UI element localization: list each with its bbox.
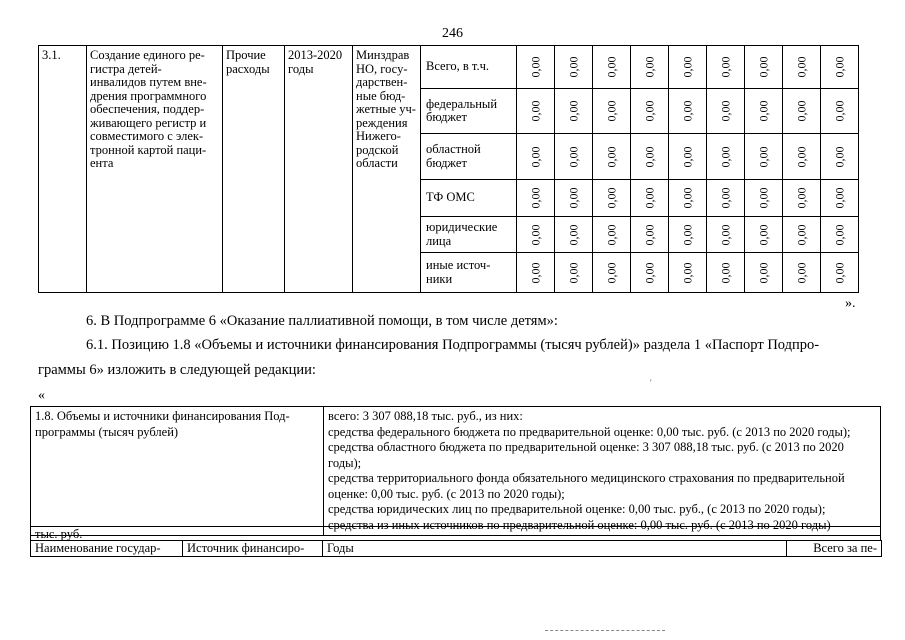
- amount-value: 0,00: [527, 224, 542, 245]
- amount-cell: [821, 217, 859, 253]
- amount-value: 0,00: [603, 100, 618, 122]
- amount-value: 0,00: [831, 56, 846, 78]
- passport-table: [30, 406, 881, 536]
- amount-cell: [783, 89, 821, 134]
- amount-cell: [821, 180, 859, 217]
- amount-cell: [745, 217, 783, 253]
- executor-line: родской: [356, 142, 399, 157]
- amount-cell: [745, 46, 783, 89]
- amount-cell: [593, 253, 631, 293]
- amount-cell: [821, 134, 859, 180]
- funding-source: [421, 180, 517, 217]
- passport-label-line: программы (тысяч рублей): [35, 424, 179, 439]
- expense-type-line: Прочие: [226, 48, 266, 62]
- amount-value: 0,00: [527, 187, 542, 209]
- passport-row: [31, 407, 881, 536]
- amount-cell: [707, 46, 745, 89]
- amount-value: 0,00: [755, 262, 770, 283]
- amount-value: 0,00: [793, 224, 808, 245]
- passport-value-line: оценке: 0,00 тыс. руб. (с 2013 по 2020 годы);: [328, 486, 565, 501]
- executor-line: Нижего-: [356, 129, 401, 143]
- page-number: 246: [442, 26, 463, 41]
- funding-source: [421, 89, 517, 134]
- measure-name-line: живающего регистр и: [90, 115, 207, 130]
- executor-line: жетные уч-: [356, 102, 416, 116]
- amount-cell: [555, 217, 593, 253]
- amount-cell: [517, 134, 555, 180]
- passport-value-cell: [324, 407, 881, 536]
- amount-cell: [555, 134, 593, 180]
- amount-value: 0,00: [527, 146, 542, 167]
- amount-value: 0,00: [793, 187, 808, 209]
- amount-cell: [555, 89, 593, 134]
- amount-value: 0,00: [641, 224, 656, 245]
- amount-cell: [707, 180, 745, 217]
- amount-cell: [593, 180, 631, 217]
- amount-cell: [707, 253, 745, 293]
- period-line: 2013-2020: [288, 48, 343, 62]
- amount-value: 0,00: [831, 262, 846, 283]
- amount-value: 0,00: [603, 187, 618, 209]
- paragraph-6: 6. В Подпрограмме 6 «Оказание паллиативной помощи, в том числе детям»:: [86, 313, 558, 329]
- header-years: Годы: [323, 541, 787, 557]
- measure-name: [87, 46, 223, 293]
- measure-number-line: 3.1.: [42, 48, 61, 62]
- amount-value: 0,00: [641, 187, 656, 209]
- amount-value: 0,00: [565, 146, 580, 167]
- measure-name-line: совместимого с элек-: [90, 129, 204, 143]
- executor-line: ные бюд-: [356, 88, 406, 103]
- amount-value: 0,00: [717, 56, 732, 78]
- passport-value-line: всего: 3 307 088,18 тыс. руб., из них:: [328, 409, 523, 423]
- paragraph-6-1: 6.1. Позицию 1.8 «Объемы и источники финансирования Подпрограммы (тысяч рублей)» раздела 1 «Паспорт Подпро-: [86, 337, 820, 353]
- amount-cell: [669, 134, 707, 180]
- funding-source: [421, 134, 517, 180]
- amount-cell: [517, 217, 555, 253]
- passport-value-line: средства из иных источников по предварительной оценке: 0,00 тыс. руб. (с 2013 по 2020 годы): [328, 517, 831, 532]
- amount-cell: [707, 134, 745, 180]
- source-row: [39, 46, 859, 89]
- amount-value: 0,00: [717, 224, 732, 245]
- measure-number: [39, 46, 87, 293]
- amount-cell: [783, 46, 821, 89]
- executor-line: Минздрав: [356, 48, 410, 62]
- amount-cell: [517, 180, 555, 217]
- amount-value: 0,00: [679, 187, 694, 209]
- passport-value-line: средства территориального фонда обязательного медицинского страхования по предварительной: [328, 471, 845, 485]
- amount-value: 0,00: [831, 100, 846, 122]
- funding-source: [421, 46, 517, 89]
- opening-quote: «: [38, 388, 45, 403]
- amount-value: 0,00: [679, 100, 694, 122]
- stamp-line: [545, 630, 665, 634]
- expense-type-line: расходы: [226, 61, 270, 76]
- executor-line: НО, госу-: [356, 61, 408, 76]
- amount-cell: [631, 253, 669, 293]
- header-row: [31, 541, 882, 557]
- funding-source-line: ТФ ОМС: [426, 190, 475, 205]
- amount-cell: [669, 89, 707, 134]
- amount-value: 0,00: [641, 262, 656, 283]
- funding-source: [421, 217, 517, 253]
- executor-line: дарствен-: [356, 75, 408, 89]
- amount-cell: [593, 134, 631, 180]
- closing-quote: ».: [845, 296, 856, 311]
- amount-value: 0,00: [755, 100, 770, 122]
- amount-cell: [707, 217, 745, 253]
- amount-cell: [669, 253, 707, 293]
- amount-value: 0,00: [793, 262, 808, 283]
- passport-value-line: средства областного бюджета по предварительной оценке: 3 307 088,18 тыс. руб. (с 2013 по 2020: [328, 440, 844, 454]
- amount-cell: [745, 253, 783, 293]
- amount-value: 0,00: [755, 56, 770, 78]
- amount-value: 0,00: [641, 56, 656, 78]
- amount-cell: [821, 253, 859, 293]
- amount-value: 0,00: [717, 262, 732, 283]
- executor-line: реждения: [356, 115, 408, 130]
- amount-value: 0,00: [565, 224, 580, 245]
- funding-source-line: Всего, в т.ч.: [426, 59, 489, 74]
- amount-cell: [555, 253, 593, 293]
- amount-value: 0,00: [679, 56, 694, 78]
- amount-cell: [783, 253, 821, 293]
- funding-source: [421, 253, 517, 293]
- expense-type: [223, 46, 285, 293]
- amount-cell: [631, 134, 669, 180]
- header-total: Всего за пе-: [787, 541, 882, 557]
- measure-name-line: гистра детей-: [90, 61, 162, 76]
- amount-cell: [821, 89, 859, 134]
- amount-value: 0,00: [679, 262, 694, 283]
- amount-value: 0,00: [793, 56, 808, 78]
- amount-value: 0,00: [755, 224, 770, 245]
- amount-cell: [745, 134, 783, 180]
- units-label: тыс. руб.: [30, 526, 881, 540]
- funding-source-line: ники: [426, 271, 453, 286]
- amount-cell: [631, 46, 669, 89]
- funding-source-line: бюджет: [426, 110, 467, 124]
- funding-source-line: юридические: [426, 220, 498, 234]
- amount-cell: [631, 180, 669, 217]
- amount-cell: [669, 46, 707, 89]
- passport-label-line: 1.8. Объемы и источники финансирования Под-: [35, 409, 290, 423]
- amount-value: 0,00: [793, 100, 808, 122]
- amount-cell: [631, 217, 669, 253]
- funding-source-line: иные источ-: [426, 258, 491, 272]
- amount-value: 0,00: [679, 146, 694, 167]
- passport-value-line: средства юридических лиц по предварительной оценке: 0,00 тыс. руб., (с 2013 по 2020 годы);: [328, 502, 826, 516]
- header-name: Наименование государ-: [31, 541, 183, 557]
- amount-value: 0,00: [565, 262, 580, 283]
- amount-cell: [517, 46, 555, 89]
- scan-mark: ': [650, 378, 652, 388]
- amount-value: 0,00: [527, 56, 542, 78]
- amount-value: 0,00: [603, 56, 618, 78]
- amount-value: 0,00: [831, 187, 846, 209]
- amount-cell: [821, 46, 859, 89]
- measure-name-line: обеспечения, поддер-: [90, 102, 205, 116]
- measure-name-line: ента: [90, 156, 114, 170]
- amount-value: 0,00: [717, 187, 732, 209]
- financing-header-table: [30, 540, 882, 557]
- amount-cell: [555, 46, 593, 89]
- amount-value: 0,00: [793, 146, 808, 167]
- amount-value: 0,00: [565, 187, 580, 209]
- amount-value: 0,00: [717, 100, 732, 122]
- amount-value: 0,00: [831, 224, 846, 245]
- amount-value: 0,00: [679, 224, 694, 245]
- paragraph-6-1-continued: граммы 6» изложить в следующей редакции:: [38, 362, 316, 378]
- amount-cell: [555, 180, 593, 217]
- amount-cell: [783, 134, 821, 180]
- amount-value: 0,00: [641, 146, 656, 167]
- amount-cell: [745, 89, 783, 134]
- amount-value: 0,00: [717, 146, 732, 167]
- amount-cell: [745, 180, 783, 217]
- amount-cell: [517, 253, 555, 293]
- funding-source-line: бюджет: [426, 155, 467, 170]
- amount-cell: [593, 89, 631, 134]
- amount-value: 0,00: [755, 146, 770, 167]
- period: [285, 46, 353, 293]
- amount-value: 0,00: [565, 100, 580, 122]
- amount-cell: [783, 217, 821, 253]
- funding-source-line: областной: [426, 142, 481, 156]
- amount-cell: [593, 217, 631, 253]
- amount-value: 0,00: [755, 187, 770, 209]
- executor-line: области: [356, 156, 398, 170]
- amount-value: 0,00: [603, 262, 618, 283]
- amount-cell: [669, 217, 707, 253]
- amount-value: 0,00: [603, 146, 618, 167]
- amount-cell: [669, 180, 707, 217]
- amount-value: 0,00: [527, 262, 542, 283]
- measure-name-line: Создание единого ре-: [90, 48, 205, 62]
- amount-cell: [517, 89, 555, 134]
- amount-cell: [631, 89, 669, 134]
- measure-name-line: тронной картой паци-: [90, 142, 207, 157]
- amount-value: 0,00: [831, 146, 846, 167]
- funding-source-line: федеральный: [426, 96, 498, 111]
- executor: [353, 46, 421, 293]
- measure-financing-table: [38, 45, 859, 293]
- amount-cell: [707, 89, 745, 134]
- amount-cell: [593, 46, 631, 89]
- passport-value-line: средства федерального бюджета по предварительной оценке: 0,00 тыс. руб. (с 2013 по 2020 годы);: [328, 424, 851, 439]
- amount-value: 0,00: [527, 100, 542, 122]
- period-line: годы: [288, 61, 314, 76]
- amount-value: 0,00: [565, 56, 580, 78]
- amount-value: 0,00: [641, 100, 656, 122]
- passport-value-line: годы);: [328, 455, 362, 470]
- passport-label-cell: [31, 407, 324, 536]
- funding-source-line: лица: [426, 233, 452, 248]
- measure-name-line: инвалидов путем вне-: [90, 75, 207, 89]
- amount-cell: [783, 180, 821, 217]
- amount-value: 0,00: [603, 224, 618, 245]
- header-source: Источник финансиро-: [183, 541, 323, 557]
- measure-name-line: дрения программного: [90, 88, 207, 103]
